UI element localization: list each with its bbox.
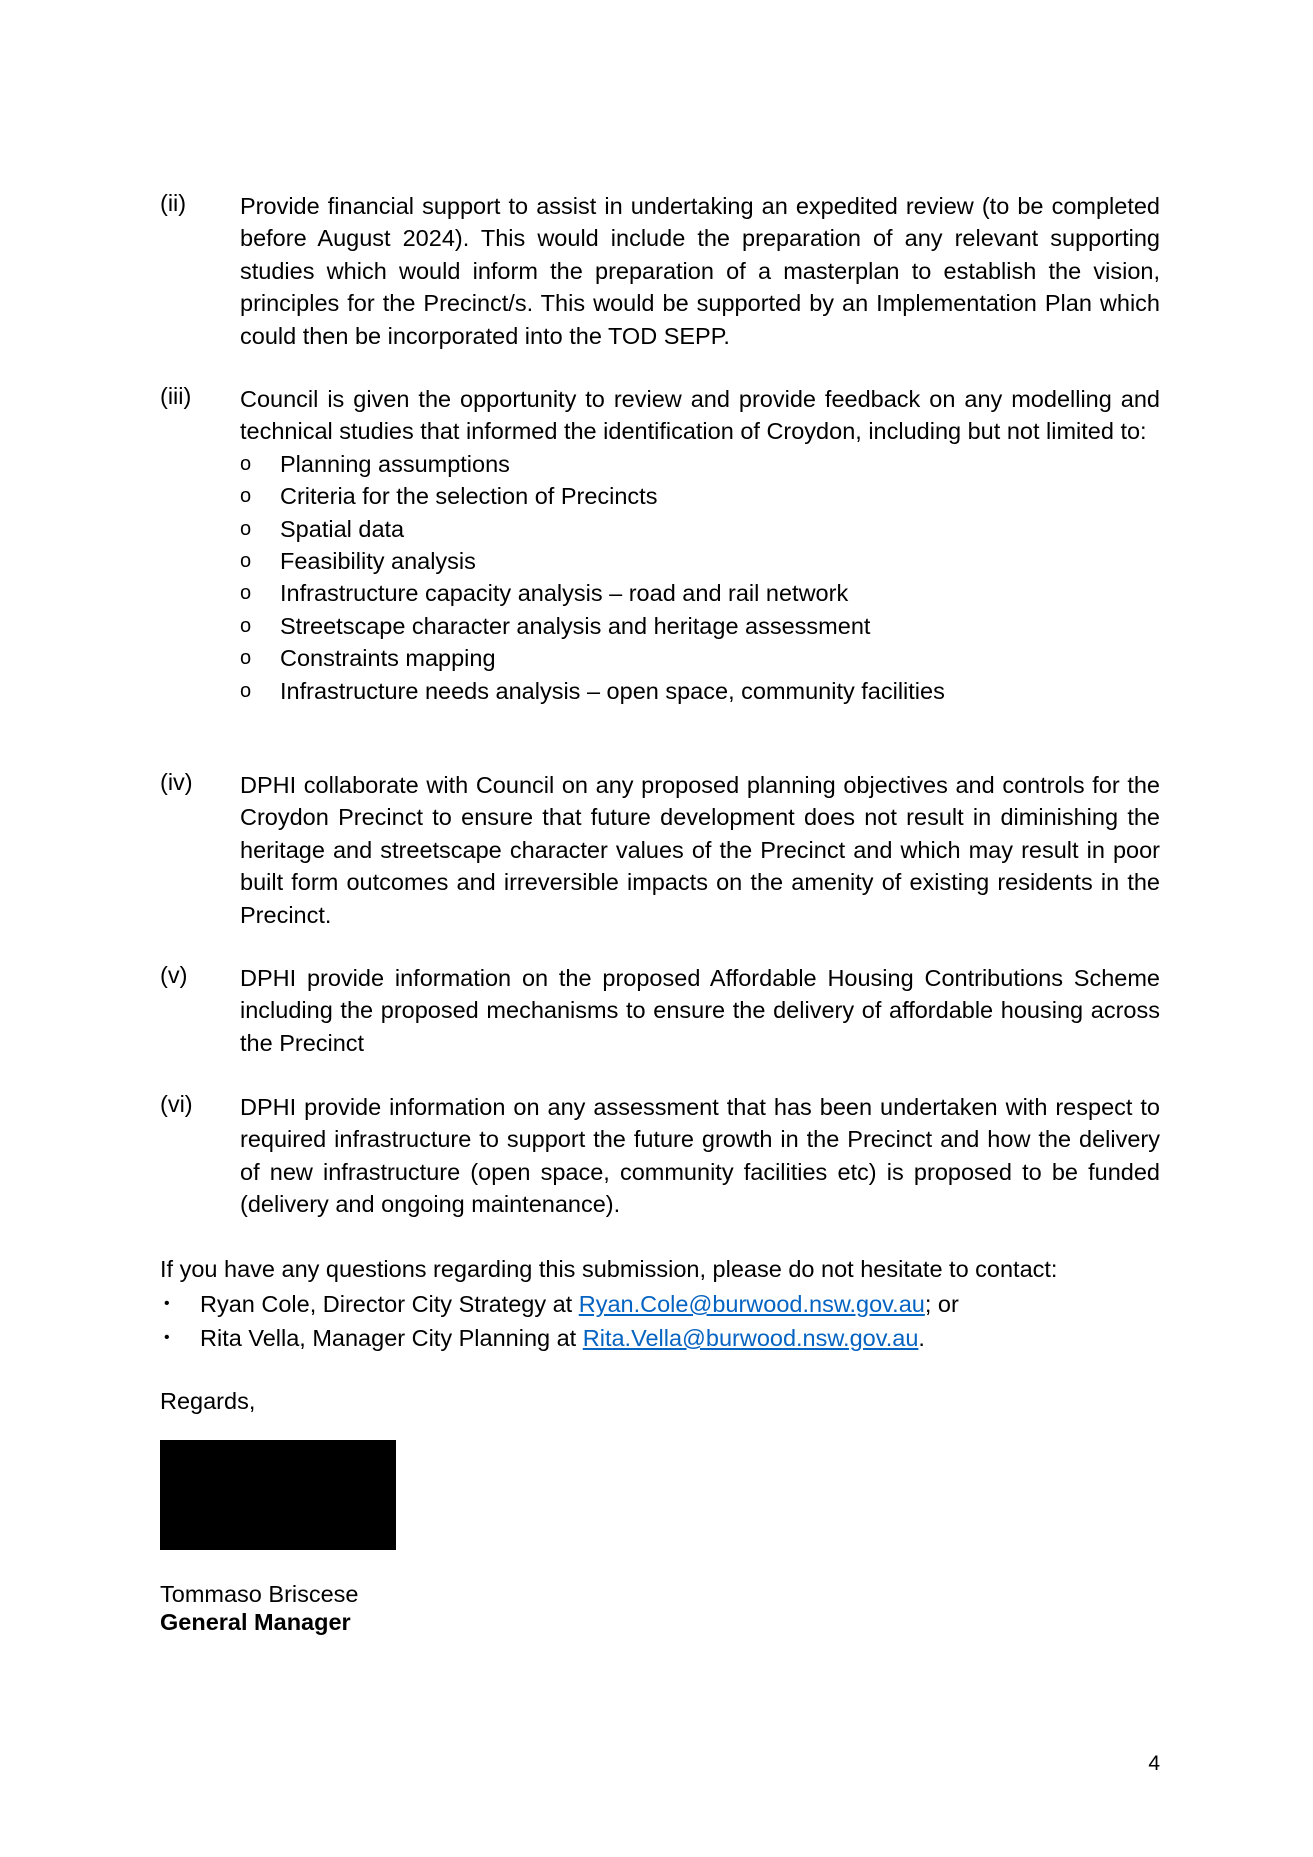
sub-bullet: o [240, 549, 252, 572]
bullet-icon: • [164, 1329, 170, 1346]
sub-bullet: o [240, 485, 252, 508]
item-text: DPHI collaborate with Council on any proposed planning objectives and controls for the Croydon Precinct to ensure that future development does not result in diminishing the heritage and streetscape character values of the Precinct and which may result in poor built form outcomes and irreversible impacts on the amenity of existing residents in the Precinct. [240, 772, 1160, 928]
sub-list-item: o Infrastructure needs analysis – open space, community facilities [240, 675, 1160, 707]
contact-list [160, 1287, 1160, 1355]
contact-suffix: ; or [924, 1291, 959, 1317]
item-text: Council is given the opportunity to review and provide feedback on any modelling and technical studies that informed the identification of Croydon, including but not limited to: [240, 386, 1160, 445]
sub-bullet: o [240, 614, 252, 637]
contact-item-ryan-cole [160, 1287, 1160, 1321]
item-text: DPHI provide information on the proposed Affordable Housing Contributions Scheme including the proposed mechanisms to ensure the delivery of affordable housing across the Precinct [240, 965, 1160, 1056]
page-number: 4 [1148, 1752, 1160, 1775]
contact-intro: If you have any questions regarding this submission, please do not hesitate to contact: [160, 1256, 1058, 1282]
signatory-title: General Manager [160, 1609, 351, 1635]
sub-bullet: o [240, 647, 252, 670]
email-link-ryan-cole[interactable]: Ryan.Cole@burwood.nsw.gov.au [578, 1291, 925, 1317]
sub-list-item: o Infrastructure capacity analysis – road and rail network [240, 577, 1160, 609]
sub-list-item: o Streetscape character analysis and heritage assessment [240, 610, 1160, 642]
contact-item-rita-vella [160, 1321, 1160, 1355]
sub-bullet: o [240, 452, 252, 475]
sub-bullet: o [240, 582, 252, 605]
signatory-name: Tommaso Briscese [160, 1581, 359, 1607]
contact-prefix: Rita Vella, Manager City Planning at [200, 1325, 583, 1351]
item-number: (iii) [160, 383, 192, 409]
contact-prefix: Ryan Cole, Director City Strategy at [200, 1291, 579, 1317]
redacted-signature [160, 1440, 396, 1550]
regards-text: Regards, [160, 1388, 256, 1414]
sub-list-item: o Planning assumptions [240, 448, 1160, 480]
bullet-icon: • [164, 1295, 170, 1312]
sub-list-item: o Spatial data [240, 513, 1160, 545]
sub-bullet: o [240, 679, 252, 702]
email-link-rita-vella[interactable]: Rita.Vella@burwood.nsw.gov.au [582, 1325, 919, 1351]
sub-list-item: o Criteria for the selection of Precincts [240, 480, 1160, 512]
sub-list-item: o Feasibility analysis [240, 545, 1160, 577]
item-number: (ii) [160, 190, 187, 216]
sub-list-item: o Constraints mapping [240, 642, 1160, 674]
sub-list [240, 448, 1160, 707]
item-number: (iv) [160, 769, 193, 795]
contact-suffix: . [918, 1325, 925, 1351]
item-text: Provide financial support to assist in undertaking an expedited review (to be completed before August 2024). This would include the preparation of any relevant supporting studies which would inform the preparation of a masterplan to establish the vision, principles for the Precinct/s. This would be supported by an Implementation Plan which could then be incorporated into the TOD SEPP. [240, 193, 1160, 349]
item-number: (vi) [160, 1091, 193, 1117]
item-number: (v) [160, 962, 188, 988]
item-text: DPHI provide information on any assessment that has been undertaken with respect to required infrastructure to support the future growth in the Precinct and how the delivery of new infrastructure (open space, community facilities etc) is proposed to be funded (delivery and ongoing maintenance). [240, 1094, 1160, 1218]
sub-bullet: o [240, 517, 252, 540]
